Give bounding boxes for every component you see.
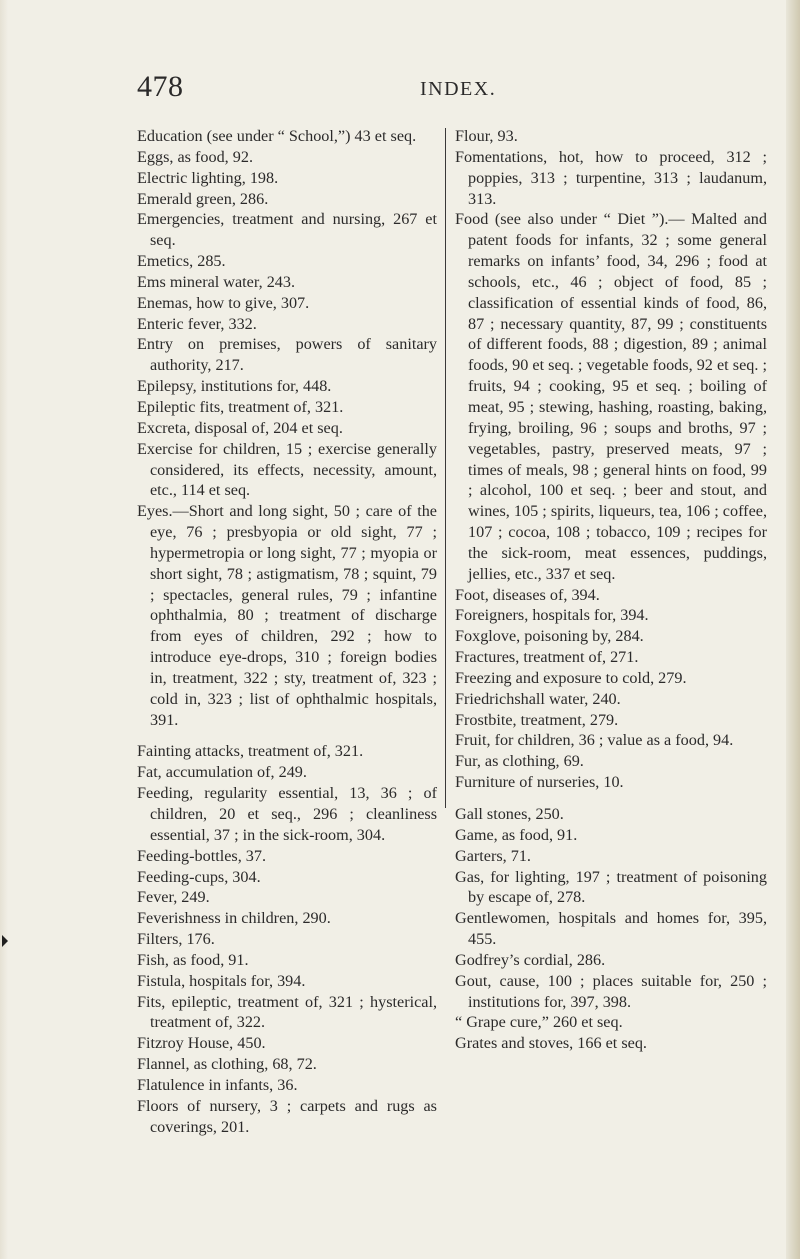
index-entry: Gout, cause, 100 ; places suitable for, 250 ; institutions for, 397, 398. [455,971,767,1011]
index-entry: Friedrichshall water, 240. [455,689,621,708]
index-entry: Godfrey’s cordial, 286. [455,950,606,969]
index-entry: Gas, for lighting, 197 ; treatment of poisoning by escape of, 278. [455,867,767,907]
index-entry: Fitzroy House, 450. [137,1034,266,1053]
index-entry: Garters, 71. [455,846,531,865]
index-entry: Fractures, treatment of, 271. [455,648,639,667]
running-head: INDEX. [420,78,497,100]
index-entry: Foxglove, poisoning by, 284. [455,627,644,646]
index-entry: Electric lighting, 198. [137,168,279,187]
index-entry: Fits, epileptic, treatment of, 321 ; hysterical, treatment of, 322. [137,992,437,1032]
index-entry: Frostbite, treatment, 279. [455,710,619,729]
index-entry: Freezing and exposure to cold, 279. [455,668,687,687]
index-entry: Enemas, how to give, 307. [137,293,310,312]
index-entry: Foreigners, hospitals for, 394. [455,606,649,625]
index-entry: Emetics, 285. [137,252,226,271]
index-column-right [455,126,767,1054]
page-edge [786,0,800,1259]
index-entry: Flatulence in infants, 36. [137,1075,298,1094]
column-divider [445,128,446,808]
index-entry: Flannel, as clothing, 68, 72. [137,1055,317,1074]
index-entry: Exercise for children, 15 ; exercise generally considered, its effects, necessity, amount, etc., 114 et seq. [137,439,437,500]
index-entry: Fomentations, hot, how to proceed, 312 ; poppies, 313 ; turpentine, 313 ; laudanum, 313. [455,147,767,208]
index-entry: Epilepsy, institutions for, 448. [137,377,332,396]
index-entry: Filters, 176. [137,930,215,949]
index-entry: Eggs, as food, 92. [137,147,253,166]
index-entry: Epileptic fits, treatment of, 321. [137,397,344,416]
index-entry: Excreta, disposal of, 204 et seq. [137,418,343,437]
page-number: 478 [137,70,184,103]
index-entry: Ems mineral water, 243. [137,272,296,291]
index-entry: “ Grape cure,” 260 et seq. [455,1013,623,1032]
index-entry: Foot, diseases of, 394. [455,585,600,604]
index-entry: Fish, as food, 91. [137,950,249,969]
index-entry: Fever, 249. [137,888,210,907]
index-entry: Emerald green, 286. [137,189,269,208]
index-entry: Education (see under “ School,”) 43 et seq. [137,127,417,145]
index-entry: Feeding, regularity essential, 13, 36 ; of children, 20 et seq., 296 ; cleanliness essential, 37 ; in the sick-room, 304. [137,784,437,844]
index-entry: Fruit, for children, 36 ; value as a food, 94. [455,731,734,750]
index-entry: Flour, 93. [455,127,518,145]
index-entry: Game, as food, 91. [455,825,578,844]
index-entry: Gall stones, 250. [455,805,564,823]
section-gap [137,730,437,741]
index-entry: Fur, as clothing, 69. [455,752,584,771]
index-entry: Furniture of nurseries, 10. [455,773,624,792]
index-entry: Emergencies, treatment and nursing, 267 et seq. [137,210,437,250]
index-entry: Eyes.—Short and long sight, 50 ; care of the eye, 76 ; presbyopia or old sight, 77 ; hypermetropia or long sight, 77 ; myopia or short sight, 78 ; astigmatism, 78 ; squint, 79 ; spectacles, general rules, 79 ; infantine ophthalmia, 80 ; treatment of discharge from eyes of children, 292 ; how to introduce eye-drops, 310 ; foreign bodies in, treatment, 322 ; sty, treatment of, 323 ; cold in, 323 ; list of ophthalmic hospitals, 391. [137,502,437,729]
margin-marker-icon [2,935,8,947]
index-entry: Floors of nursery, 3 ; carpets and rugs as coverings, 201. [137,1096,437,1136]
index-entry: Feverishness in children, 290. [137,909,331,928]
index-entry: Fainting attacks, treatment of, 321. [137,742,364,761]
index-entry: Grates and stoves, 166 et seq. [455,1034,647,1053]
index-entry: Gentlewomen, hospitals and homes for, 395, 455. [455,909,767,949]
index-entry: Enteric fever, 332. [137,314,257,333]
page-header [0,70,800,110]
index-entry: Fat, accumulation of, 249. [137,763,307,782]
index-entry: Food (see also under “ Diet ”).— Malted and patent foods for infants, 32 ; some general remarks on infants’ food, 34, 296 ; food at schools, etc., 46 ; object of food, 85 ; classification of essential kinds of food, 86, 87 ; necessary quantity, 87, 99 ; constituents of different foods, 88 ; digestion, 89 ; animal foods, 90 et seq. ; vegetable foods, 92 et seq. ; fruits, 94 ; cooking, 95 et seq. ; boiling of meat, 95 ; stewing, hashing, roasting, baking, frying, broiling, 96 ; soups and broths, 97 ; vegetables, pastry, preserved meats, 97 ; times of meals, 98 ; general hints on food, 99 ; alcohol, 100 et seq. ; beer and stout, and wines, 105 ; spirits, liqueurs, tea, 106 ; coffee, 107 ; cocoa, 108 ; tobacco, 109 ; recipes for the sick-room, meat essences, puddings, jellies, etc., 337 et seq. [455,210,767,583]
index-entry: Feeding-cups, 304. [137,867,261,886]
index-entry: Fistula, hospitals for, 394. [137,971,306,990]
index-entry: Entry on premises, powers of sanitary authority, 217. [137,335,437,375]
section-gap [455,793,767,804]
index-column-left [137,126,437,1138]
index-entry: Feeding-bottles, 37. [137,846,267,865]
page-gutter-shadow [0,0,8,1259]
